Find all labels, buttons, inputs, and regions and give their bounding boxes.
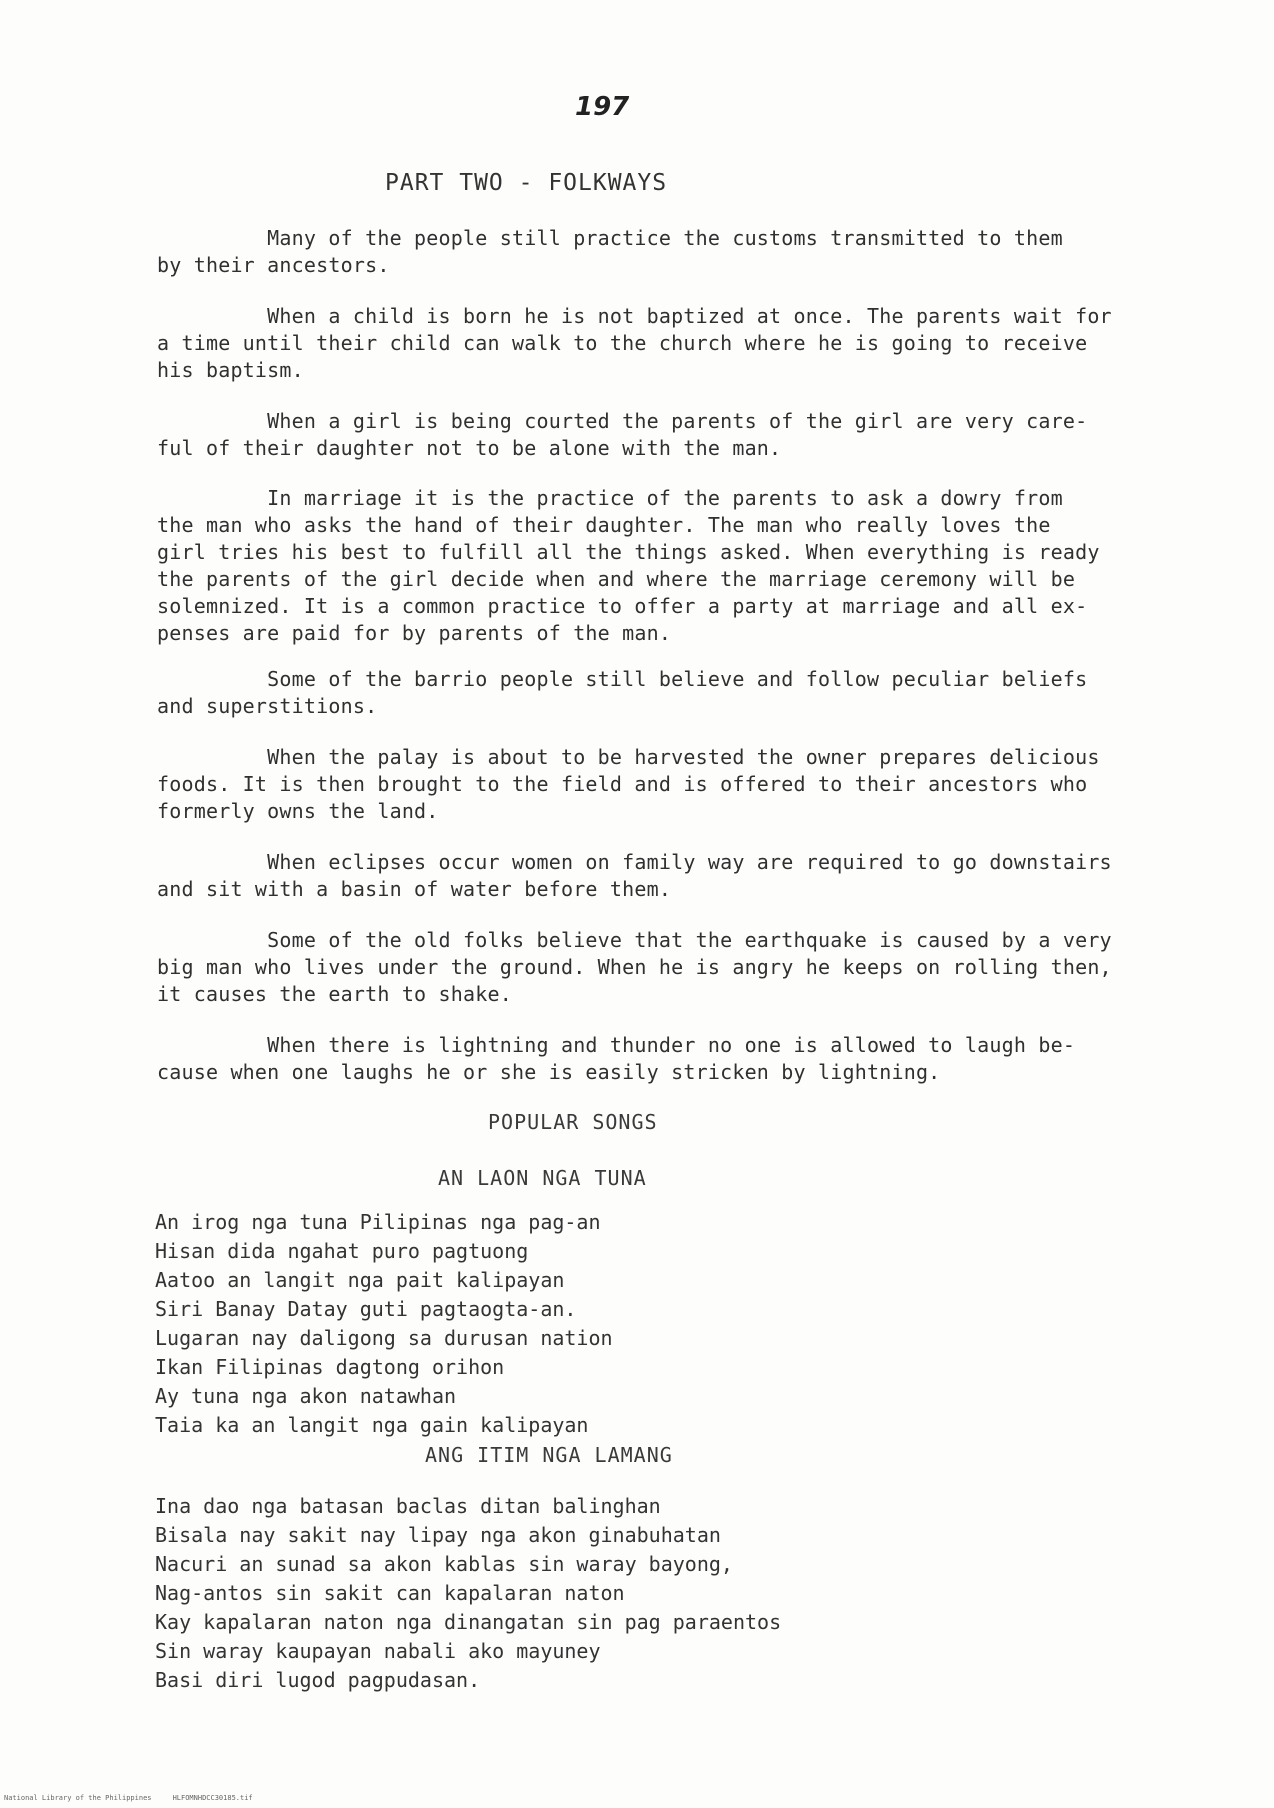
lyric-line: Ay tuna nga akon natawhan [155, 1384, 457, 1408]
part-title: PART TWO - FOLKWAYS [385, 170, 668, 196]
lyric-line: Taia ka an langit nga gain kalipayan [155, 1413, 589, 1437]
paragraph-eclipse: When eclipses occur women on family way are required to go downstairs and sit with a basin of water before them. [157, 850, 1112, 901]
lyric-line: Nacuri an sunad sa akon kablas sin waray bayong, [155, 1552, 733, 1576]
song2-lyrics [155, 1492, 781, 1695]
lyric-line: Ikan Filipinas dagtong orihon [155, 1355, 505, 1379]
paragraph-customs: Many of the people still practice the customs transmitted to them by their ancestors. [157, 226, 1063, 277]
song1-title: AN LAON NGA TUNA [438, 1166, 647, 1190]
page-number: 197 [575, 92, 630, 122]
lyric-line: Basi diri lugod pagpudasan. [155, 1668, 481, 1692]
lyric-line: Siri Banay Datay guti pagtaogta-an. [155, 1297, 577, 1321]
paragraph-lightning: When there is lightning and thunder no one is allowed to laugh be- cause when one laughs he or she is easily stricken by lightning. [157, 1033, 1076, 1084]
song1-lyrics [155, 1208, 613, 1440]
lyric-line: Kay kapalaran naton nga dinangatan sin pag paraentos [155, 1610, 782, 1634]
paragraph-courtship: When a girl is being courted the parents of the girl are very care- ful of their daughter not to be alone with the man. [157, 409, 1088, 460]
paragraph-baptism: When a child is born he is not baptized at once. The parents wait for a time until their child can walk to the church where he is going to receive his baptism. [157, 304, 1112, 382]
song2-title: ANG ITIM NGA LAMANG [425, 1443, 673, 1467]
popular-songs-heading: POPULAR SONGS [488, 1110, 658, 1134]
paragraph-marriage: In marriage it is the practice of the parents to ask a dowry from the man who asks the hand of their daughter. The man who really loves the girl tries his best to fulfill all the things asked. When everything is ready the parents of the girl decide when and where the marriage ceremony will be solemnized. It is a common practice to offer a party at marriage and all ex- penses are paid for by parents of the man. [157, 486, 1100, 645]
paragraph-harvest: When the palay is about to be harvested the owner prepares delicious foods. It is then brought to the field and is offered to their ancestors who formerly owns the land. [157, 745, 1100, 823]
lyric-line: Ina dao nga batasan baclas ditan balinghan [155, 1494, 661, 1518]
paragraph-earthquake: Some of the old folks believe that the earthquake is caused by a very big man who lives under the ground. When he is angry he keeps on rolling then, it causes the earth to shake. [157, 928, 1112, 1006]
lyric-line: Aatoo an langit nga pait kalipayan [155, 1268, 565, 1292]
paragraph-superstitions: Some of the barrio people still believe and follow peculiar beliefs and superstitions. [157, 667, 1088, 718]
lyric-line: Nag-antos sin sakit can kapalaran naton [155, 1581, 625, 1605]
lyric-line: An irog nga tuna Pilipinas nga pag-an [155, 1210, 601, 1234]
lyric-line: Hisan dida ngahat puro pagtuong [155, 1239, 529, 1263]
lyric-line: Sin waray kaupayan nabali ako mayuney [155, 1639, 601, 1663]
lyric-line: Bisala nay sakit nay lipay nga akon ginabuhatan [155, 1523, 721, 1547]
archive-footer: National Library of the Philippines HLFOMNHDCC30185.tif [4, 1794, 253, 1802]
lyric-line: Lugaran nay daligong sa durusan nation [155, 1326, 613, 1350]
